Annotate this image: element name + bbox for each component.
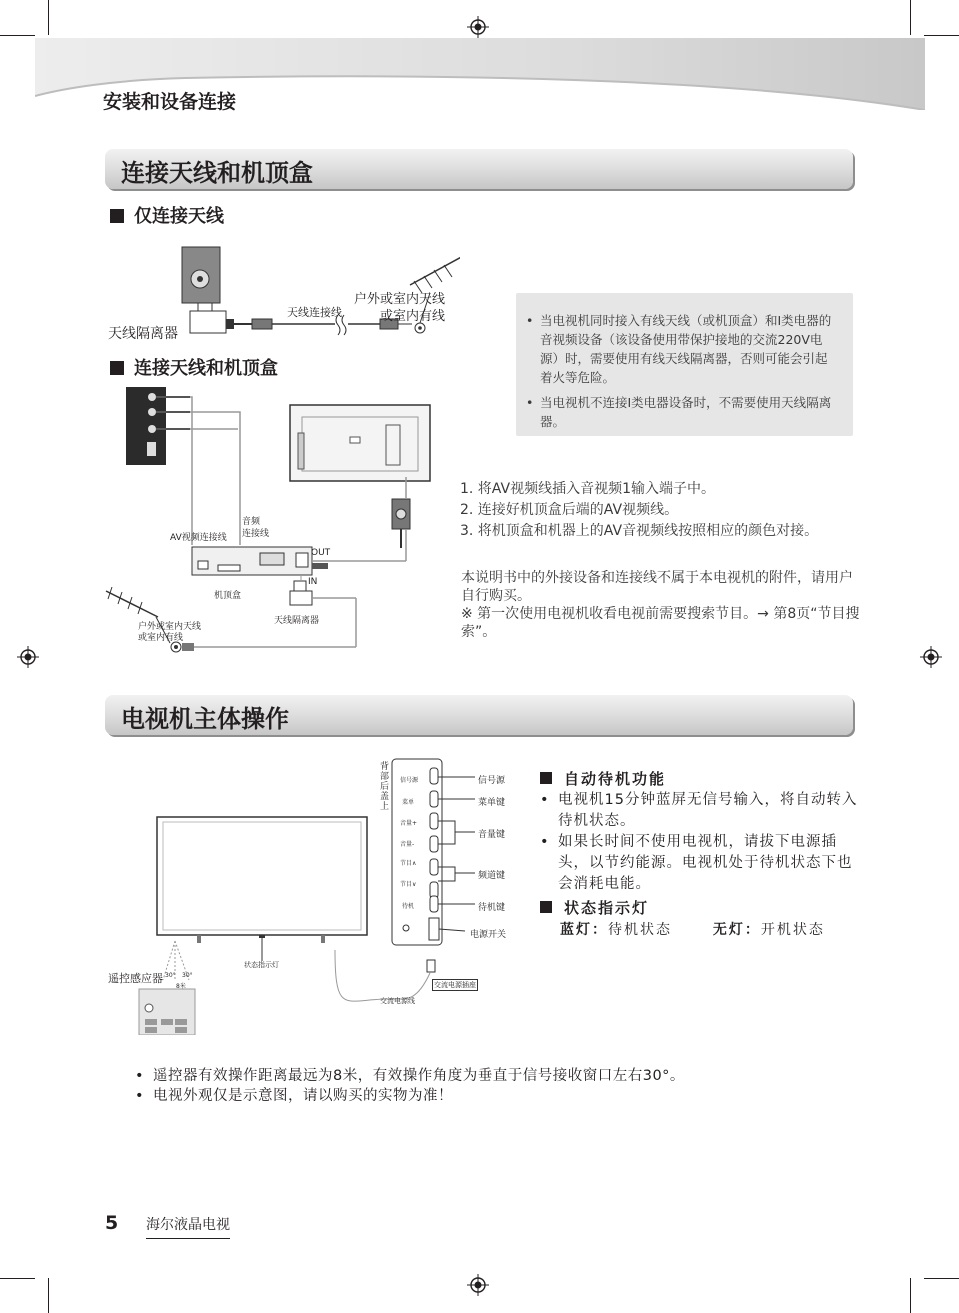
chapter-title: 安装和设备连接 <box>103 91 237 113</box>
auto-standby-item: • 如果长时间不使用电视机，请拔下电源插头，以节约能源。电视机处于待机状态下也会消耗电能。 <box>558 832 860 895</box>
isolator-label: 天线隔离器 <box>108 326 178 342</box>
remote-sensor-label: 遥控感应器 <box>108 972 163 985</box>
callout-label: 待机键 <box>478 903 506 913</box>
note-item: • 当电视机不连接I类电器设备时，不需要使用天线隔离器。 <box>540 393 839 431</box>
panel-button-label: 菜单 <box>402 799 415 806</box>
auto-standby-item: • 电视机15分钟蓝屏无信号输入，将自动转入待机状态。 <box>558 790 860 832</box>
standby-info <box>540 768 860 941</box>
audio-cable-label-2: 连接线 <box>242 529 270 539</box>
footer-product-name: 海尔液晶电视 <box>146 1214 230 1239</box>
subheading-antenna-and-stb: 连接天线和机顶盒 <box>110 354 278 380</box>
bottom-note-item: • 遥控器有效操作距离最远为8米，有效操作角度为垂直于信号接收窗口左右30°。 <box>135 1066 685 1086</box>
tv-back-diagram <box>288 403 438 548</box>
registration-mark-left-icon <box>17 646 39 668</box>
outdoor-antenna-label-2: 或室内有线 <box>380 309 446 324</box>
outdoor-antenna-label-3: 户外或室内天线 <box>138 622 202 632</box>
registration-mark-right-icon <box>920 646 942 668</box>
panel-button-label: 节目∨ <box>400 881 417 888</box>
connection-steps <box>460 479 818 542</box>
bottom-notes <box>135 1066 685 1106</box>
outdoor-antenna-label-1: 户外或室内天线 <box>354 292 446 307</box>
status-light-heading: 状态指示灯 <box>540 897 860 919</box>
blue-light-label: 蓝灯： <box>560 922 608 938</box>
accessory-note-text: 本说明书中的外接设备和连接线不属于本电视机的附件，请用户自行购买。 <box>461 570 853 604</box>
distance-label: 8米 <box>176 983 186 990</box>
section-title: 连接天线和机顶盒 <box>121 159 313 187</box>
callout-label: 音量键 <box>478 830 506 840</box>
search-reference: ※ 第一次使用电视机收看电视前需要搜索节目。→ 第8页“节目搜索”。 <box>461 606 860 640</box>
out-label: OUT <box>311 548 331 558</box>
tv-front-diagram <box>135 755 495 1035</box>
panel-button-label: 音量+ <box>400 820 418 827</box>
note-item: • 当电视机同时接入有线天线（或机顶盒）和I类电器的音视频设备（该设备使用带保护接地的交流220V电源）时，需要使用有线天线隔离器，否则可能会引起着火等危险。 <box>540 311 839 387</box>
subheading-antenna-only: 仅连接天线 <box>110 202 224 228</box>
accessory-note <box>461 569 861 641</box>
callout-label: 频道键 <box>478 871 506 881</box>
registration-mark-bottom-icon <box>467 1274 489 1296</box>
stb-label: 机顶盒 <box>214 591 242 601</box>
auto-standby-heading: 自动待机功能 <box>540 768 860 790</box>
panel-button-label: 待机 <box>402 903 415 910</box>
warning-note-box <box>516 293 853 436</box>
callout-label: 电源开关 <box>470 930 507 940</box>
status-light-legend <box>540 919 860 941</box>
section-title: 电视机主体操作 <box>121 705 289 733</box>
status-light-label: 状态指示灯 <box>244 961 279 969</box>
callout-label: 信号源 <box>478 776 506 786</box>
panel-button-label: 音量- <box>400 841 415 848</box>
antenna-cable-label: 天线连接线 <box>287 306 342 319</box>
blue-light-value: 待机状态 <box>608 922 672 938</box>
step-item: 1. 将AV视频线插入音视频1输入端子中。 <box>460 481 715 497</box>
no-light-label: 无灯： <box>712 922 761 938</box>
no-light-value: 开机状态 <box>760 922 825 938</box>
panel-button-label: 信号源 <box>400 777 419 784</box>
audio-cable-label-1: 音频 <box>242 517 261 527</box>
section-title-bar <box>105 695 853 735</box>
outdoor-antenna-label-4: 或室内有线 <box>138 633 184 643</box>
angle-right-label: 30° <box>182 972 193 979</box>
isolator-label-2: 天线隔离器 <box>274 616 320 626</box>
power-cord-label: 交流电源线 <box>380 997 415 1005</box>
section-title-bar <box>105 149 853 189</box>
step-item: 2. 连接好机顶盒后端的AV视频线。 <box>460 502 679 518</box>
registration-mark-top-icon <box>467 16 489 38</box>
av-cable-label: AV视频连接线 <box>170 533 227 543</box>
angle-left-label: 30° <box>165 972 176 979</box>
in-label: IN <box>308 577 318 587</box>
back-cover-label: 背部后盖上 <box>380 762 390 812</box>
page-number: 5 <box>105 1212 119 1234</box>
panel-button-label: 节目∧ <box>400 860 417 867</box>
callout-label: 菜单键 <box>478 798 506 808</box>
step-item: 3. 将机顶盒和机器上的AV音视频线按照相应的颜色对接。 <box>460 523 819 539</box>
power-socket-label: 交流电源插座 <box>434 981 476 989</box>
bottom-note-item: • 电视外观仅是示意图，请以购买的实物为准！ <box>135 1086 685 1106</box>
